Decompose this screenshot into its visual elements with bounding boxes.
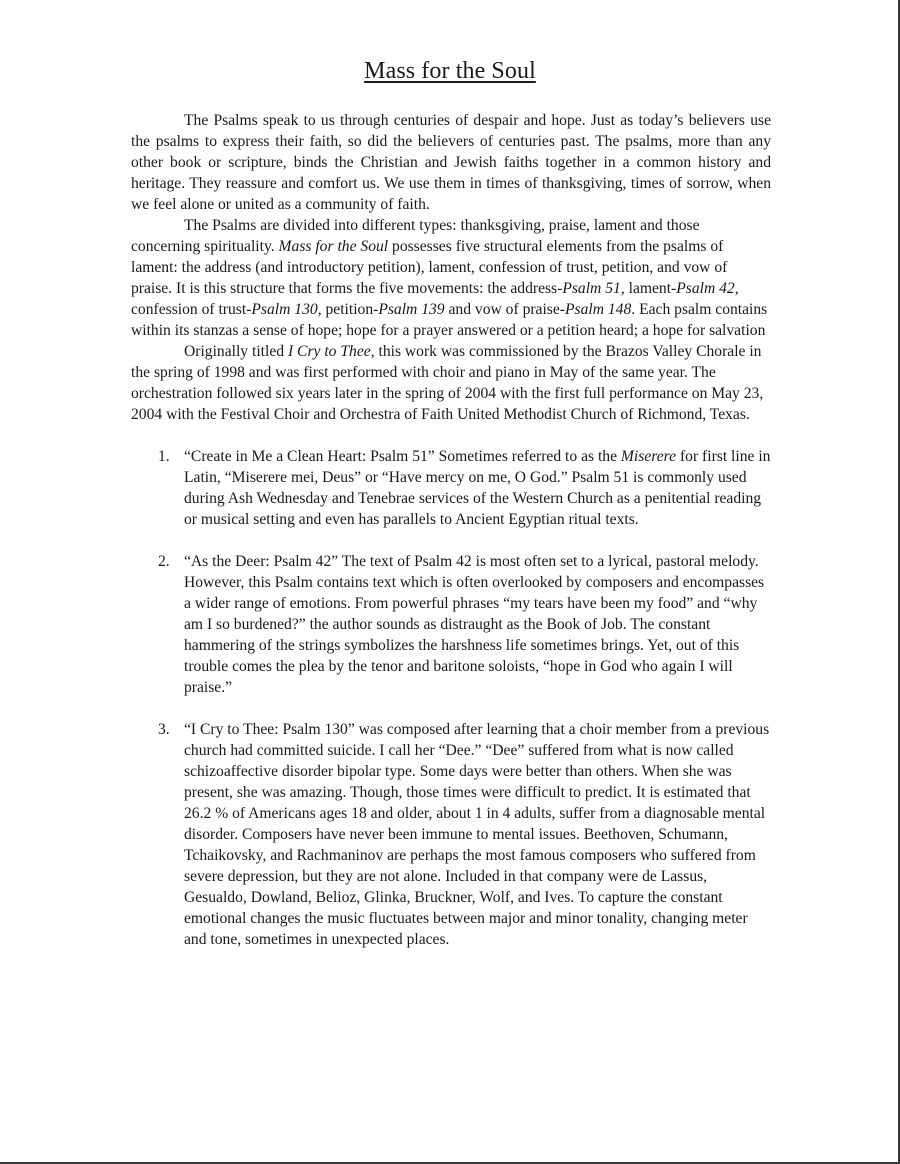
text-run: The Psalms speak to us through centuries of despair and hope. Just as today’s believers use the psalms to express their faith, so did the believers of centuries past. The psalms, more than any other book or scripture, binds the Christian and Jewish faiths together in a common history and heritage. They reassure and comfort us. We use them in times of thanksgiving, times of sorrow, when we feel alone or united as a community of faith. xyxy=(131,112,771,213)
movement-notes-list xyxy=(131,446,771,950)
text-run: Originally titled xyxy=(184,343,288,360)
text-run: The Psalms are divided into different types: thanksgiving, praise, lament and those concerning spirituality. xyxy=(131,217,700,255)
list-item-number: 1. xyxy=(158,448,170,465)
italic-text: Psalm 51 xyxy=(562,280,621,297)
text-run: , lament- xyxy=(620,280,677,297)
list-item xyxy=(131,446,771,530)
text-run: “As the Deer: Psalm 42” The text of Psalm 42 is most often set to a lyrical, pastoral melody. However, this Psalm contains text which is often overlooked by composers and encompasses a wider range of emotions. From powerful phrases “my tears have been my food” and “why am I so burdened?” the author sounds as distraught as the Book of Job. The constant hammering of the strings symbolizes the harshness life sometimes brings. Yet, out of this trouble comes the plea by the tenor and baritone soloists, “hope in God who again I will praise.” xyxy=(184,553,765,696)
list-item xyxy=(131,719,771,950)
text-run: possesses five structural elements from the psalms of lament: the address (and introductory petition), lament, confession of trust, petition, and vow of praise. It is this structure that forms the five movements: the address- xyxy=(131,238,728,297)
text-run: , this work was commissioned by the Brazos Valley Chorale in the spring of 1998 and was first performed with choir and piano in May of the same year. The orchestration followed six years later in the spring of 2004 with the first full performance on May 23, 2004 with the Festival Choir and Orchestra of Faith United Methodist Church of Richmond, Texas. xyxy=(131,343,764,423)
text-run: for first line in Latin, “Miserere mei, Deus” or “Have mercy on me, O God.” Psalm 51 is commonly used during Ash Wednesday and Tenebrae services of the Western Church as a penitential reading or musical setting and even has parallels to Ancient Egyptian ritual texts. xyxy=(184,448,771,528)
italic-text: Mass for the Soul xyxy=(278,238,389,255)
italic-text: Psalm 42 xyxy=(676,280,735,297)
italic-text: I Cry to Thee xyxy=(287,343,371,360)
text-run: . Each psalm contains within its stanzas a sense of hope; hope for a prayer answered or a petition heard; a hope for salvation xyxy=(131,301,768,339)
history-paragraph xyxy=(131,341,771,425)
list-item-text xyxy=(184,448,770,528)
text-run: , petition- xyxy=(317,301,379,318)
intro-paragraph xyxy=(131,110,771,215)
list-item-number: 2. xyxy=(158,553,170,570)
text-run: , confession of trust- xyxy=(131,280,739,318)
list-item-text xyxy=(184,721,769,948)
structure-paragraph xyxy=(131,215,771,341)
italic-text: Psalm 130 xyxy=(251,301,318,318)
text-run: and vow of praise- xyxy=(444,301,565,318)
italic-text: Psalm 148 xyxy=(565,301,632,318)
list-item xyxy=(131,551,771,698)
italic-text: Miserere xyxy=(620,448,677,465)
italic-text: Psalm 139 xyxy=(378,301,445,318)
list-item-text xyxy=(184,553,764,696)
document-title: Mass for the Soul xyxy=(364,58,536,84)
document-body xyxy=(131,110,771,971)
text-run: “I Cry to Thee: Psalm 130” was composed after learning that a choir member from a previous church had committed suicide. I call her “Dee.” “Dee” suffered from what is now called schizoaffective disorder bipolar type. Some days were better than others. When she was present, she was amazing. Though, those times were difficult to predict. It is estimated that 26.2 % of Americans ages 18 and older, about 1 in 4 adults, suffer from a diagnosable mental disorder. Composers have never been immune to mental issues. Beethoven, Schumann, Tchaikovsky, and Rachmaninov are perhaps the most famous composers who suffered from severe depression, but they are not alone. Included in that company were de Lassus, Gesualdo, Dowland, Belioz, Glinka, Bruckner, Wolf, and Ives. To capture the constant emotional changes the music fluctuates between major and minor tonality, changing meter and tone, sometimes in unexpected places. xyxy=(184,721,770,948)
list-item-number: 3. xyxy=(158,721,170,738)
text-run: “Create in Me a Clean Heart: Psalm 51” Sometimes referred to as the xyxy=(184,448,621,465)
